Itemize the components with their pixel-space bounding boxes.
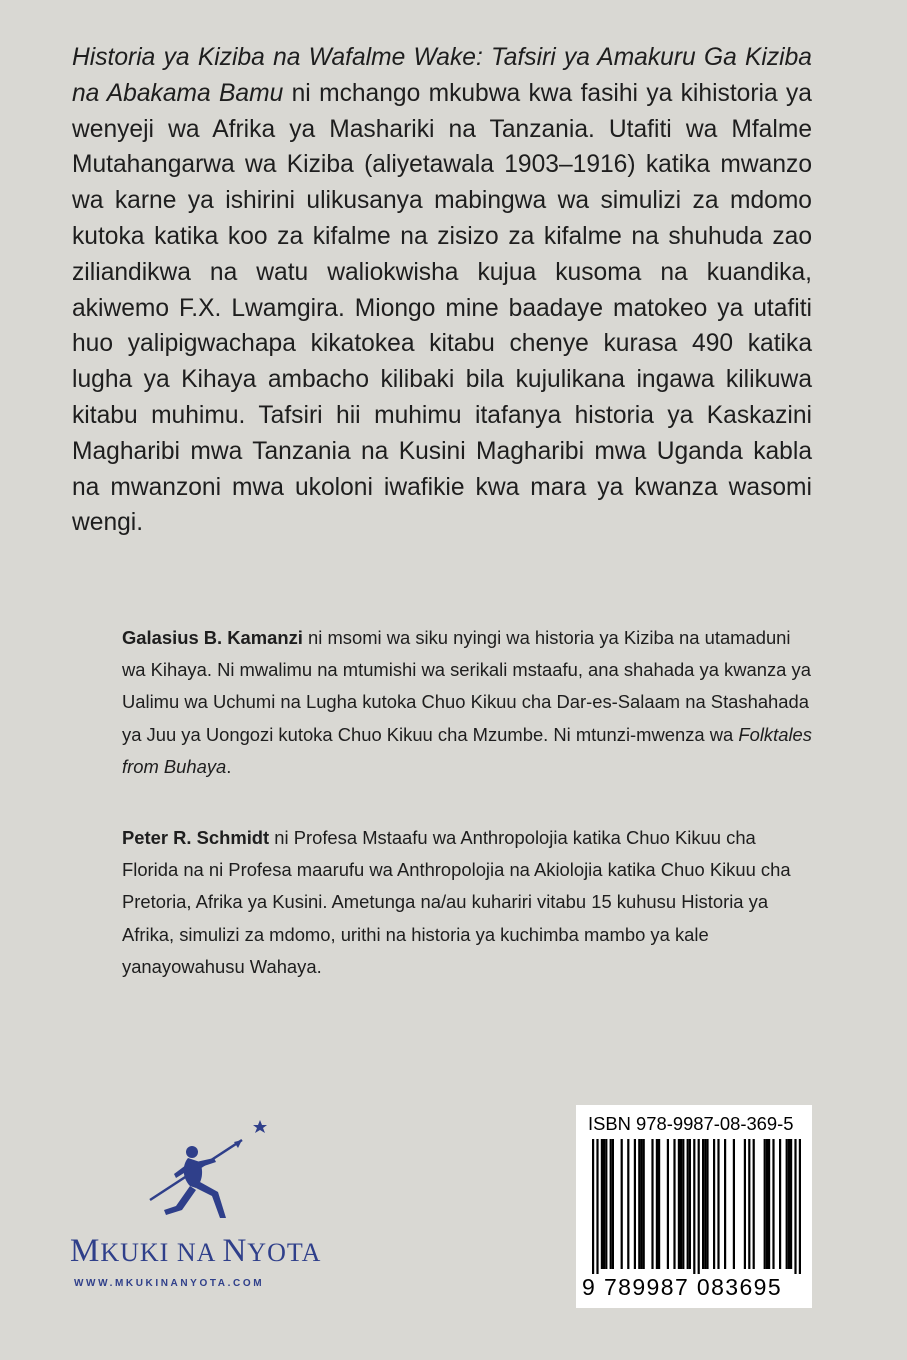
barcode-bar	[717, 1139, 719, 1269]
barcode-bar	[601, 1139, 603, 1269]
barcode-bar	[621, 1139, 623, 1269]
barcode-bar	[724, 1139, 726, 1269]
barcode-bar	[779, 1139, 781, 1269]
barcode-bar	[656, 1139, 658, 1269]
barcode-bar	[673, 1139, 675, 1269]
barcode-bar	[658, 1139, 660, 1269]
barcode-bar	[704, 1139, 706, 1269]
barcode-bar	[698, 1139, 700, 1281]
barcode-bar	[680, 1139, 682, 1269]
barcode-bar	[790, 1139, 792, 1269]
spear-thrower-with-star-icon	[130, 1110, 290, 1235]
author-bio-kamanzi	[122, 622, 812, 783]
barcode-bar	[693, 1139, 695, 1281]
back-cover-blurb	[72, 40, 812, 541]
barcode-bar	[596, 1139, 598, 1281]
barcode-bar	[786, 1139, 788, 1269]
barcode-bar	[643, 1139, 645, 1269]
blurb-body: ni mchango mkubwa kwa fasihi ya kihistoria ya wenyeji wa Afrika ya Mashariki na Tanzania. Utafiti wa Mfalme Mutahangarwa wa Kiziba (aliyetawala 1903–1916) katika mwanzo wa karne ya ishirini ulikusanya mabingwa wa simulizi za mdomo kutoka katika koo za kifalme na zisizo za kifalme na shuhuda zao ziliandikwa na watu waliokwisha kujua kusoma na kuandika, akiwemo F.X. Lwamgira. Miongo mine baadaye matokeo ya utafiti huo yalipigwachapa kikatokea kitabu chenye kurasa 490 katika lugha ya Kihaya ambacho kilibaki bila kujulikana ingawa kilikuwa kitabu muhimu. Tafsiri hii muhimu itafanya historia ya Kaskazini Magharibi mwa Tanzania na Kusini Magharibi mwa Uganda kabla na mwanzoni mwa ukoloni iwafikie kwa mara ya kwanza wasomi wengi.	[72, 79, 812, 537]
barcode-bar	[634, 1139, 636, 1269]
book-reference: Folktales from Buhaya	[122, 723, 812, 777]
ean-digits: 9 789987 083695	[582, 1274, 808, 1301]
barcode-bar	[603, 1139, 605, 1269]
bio-end: .	[226, 755, 232, 777]
barcode	[576, 1139, 812, 1284]
barcode-bar	[610, 1139, 612, 1269]
barcode-bar	[733, 1139, 735, 1269]
barcode-bar	[687, 1139, 689, 1269]
author-bio-schmidt	[122, 822, 812, 983]
barcode-bar	[799, 1139, 801, 1281]
barcode-bar	[682, 1139, 684, 1269]
barcode-bar	[651, 1139, 653, 1269]
barcode-bar	[678, 1139, 680, 1269]
book-title: Historia ya Kiziba na Wafalme Wake: Tafsiri ya Amakuru Ga Kiziba na Abakama Bamu	[72, 44, 812, 107]
author-name: Galasius B. Kamanzi	[122, 627, 303, 648]
barcode-bar	[667, 1139, 669, 1269]
barcode-bar	[592, 1139, 594, 1281]
barcode-bar	[766, 1139, 768, 1269]
barcode-bar	[768, 1139, 770, 1269]
barcode-bar	[794, 1139, 796, 1281]
barcode-bar	[638, 1139, 640, 1269]
isbn-barcode-box	[576, 1105, 812, 1308]
barcode-bar	[689, 1139, 691, 1269]
barcode-bar	[640, 1139, 642, 1269]
barcode-bar	[706, 1139, 708, 1269]
barcode-bar	[702, 1139, 704, 1269]
barcode-bar	[748, 1139, 750, 1269]
publisher-logo	[60, 1105, 360, 1305]
author-bio-text: ni msomi wa siku nyingi wa historia ya Kiziba na utamaduni wa Kihaya. Ni mwalimu na mtumishi wa serikali mstaafu, ana shahada ya kwanza ya Ualimu wa Uchumi na Lugha kutoka Chuo Kikuu cha Dar-es-Salaam na Stashahada ya Juu ya Uongozi kutoka Chuo Kikuu cha Mzumbe. Ni mtunzi-mwenza wa	[122, 627, 811, 745]
author-bio-text: ni Profesa Mstaafu wa Anthropolojia katika Chuo Kikuu cha Florida na ni Profesa maarufu wa Anthropolojia na Akiolojia katika Chuo Kikuu cha Pretoria, Afrika ya Kusini. Ametunga na/au kuhariri vitabu 15 kuhusu Historia ya Afrika, simulizi za mdomo, urithi na historia ya kuchimba mambo ya kale yanayowahusu Wahaya.	[122, 827, 791, 977]
barcode-bar	[788, 1139, 790, 1269]
barcode-bar	[713, 1139, 715, 1269]
barcode-bar	[753, 1139, 755, 1269]
barcode-bar	[627, 1139, 629, 1269]
isbn-label: ISBN 978-9987-08-369-5	[588, 1113, 794, 1134]
publisher-name: MKUKI NA NYOTA	[70, 1233, 322, 1269]
barcode-bar	[612, 1139, 614, 1269]
barcode-bar	[772, 1139, 774, 1269]
barcode-bar	[764, 1139, 766, 1269]
publisher-url: WWW.MKUKINANYOTA.COM	[74, 1278, 265, 1289]
barcode-bar	[744, 1139, 746, 1269]
author-name: Peter R. Schmidt	[122, 827, 270, 848]
barcode-bar	[605, 1139, 607, 1269]
